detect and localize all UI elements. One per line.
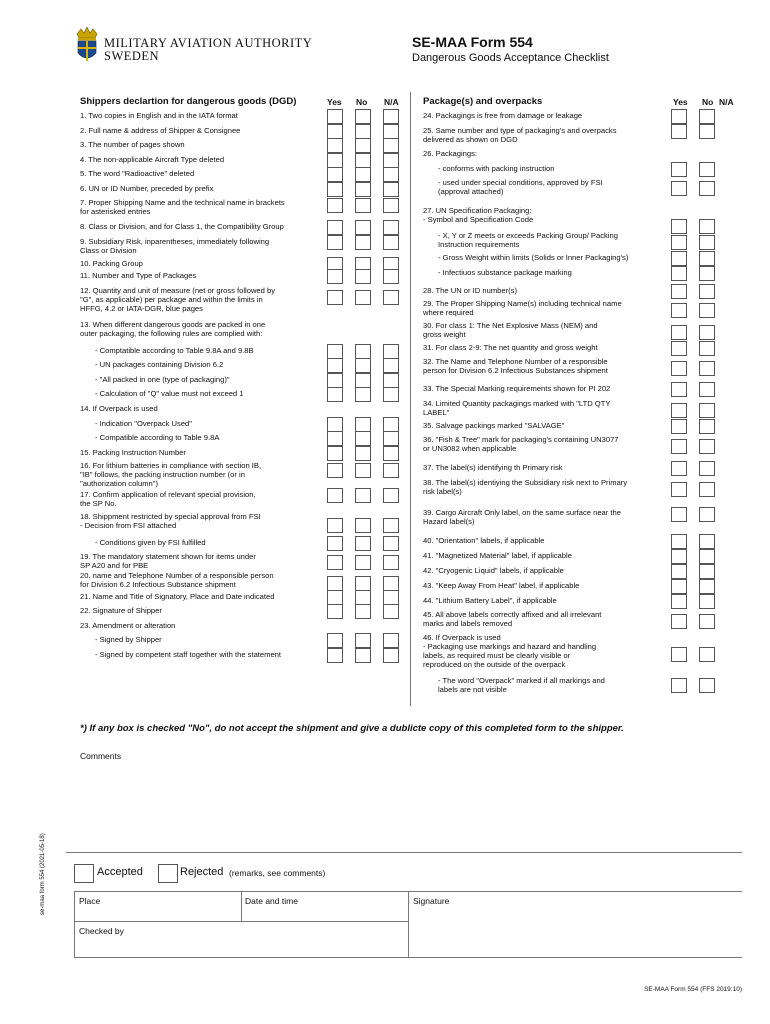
right-item-20-yes-checkbox[interactable] [671,482,687,497]
right-item-23: 41. "Magnetized Material" label, if applicable [423,551,572,560]
place-field[interactable]: Place [79,896,101,906]
left-item-25: - Conditions given by FSI fulfilled [95,538,206,547]
checked-by-top-line [74,921,408,922]
left-item-15-no-checkbox[interactable] [355,358,371,373]
right-item-7-no-checkbox[interactable] [699,235,715,250]
left-item-8-na-checkbox[interactable] [383,220,399,235]
left-item-29-no-checkbox[interactable] [355,604,371,619]
right-item-29: - The word "Overpack" marked if all markings and labels are not visible [438,676,605,694]
right-item-9-yes-checkbox[interactable] [671,266,687,281]
right-item-7: - X, Y or Z meets or exceeds Packing Group/ Packing Instruction requirements [438,231,618,249]
left-section-heading: Shippers declartion for dangerous goods (DGD) [80,96,297,107]
left-item-15-na-checkbox[interactable] [383,358,399,373]
right-item-23-yes-checkbox[interactable] [671,549,687,564]
left-item-12-no-checkbox[interactable] [355,290,371,305]
left-item-2-yes-checkbox[interactable] [327,124,343,139]
left-item-14-no-checkbox[interactable] [355,344,371,359]
left-item-8-yes-checkbox[interactable] [327,220,343,235]
org-line-2: SWEDEN [104,49,160,63]
right-item-14-no-checkbox[interactable] [699,361,715,376]
right-item-21-yes-checkbox[interactable] [671,507,687,522]
right-item-14: 32. The Name and Telephone Number of a responsible person for Division 6.2 Infectious Substances shipment [423,357,608,375]
left-item-15: - UN packages containing Division 6.2 [95,360,224,369]
left-item-28: 21. Name and Title of Signatory, Place and Date indicated [80,592,275,601]
left-item-2-no-checkbox[interactable] [355,124,371,139]
left-item-14-yes-checkbox[interactable] [327,344,343,359]
right-col-na: N/A [719,97,734,107]
rejected-label: Rejected [180,866,224,878]
left-item-27: 20. name and Telephone Number of a responsible person for Division 6.2 Infectious Substance shipment [80,571,274,589]
left-item-31-no-checkbox[interactable] [355,633,371,648]
left-item-24-na-checkbox[interactable] [383,518,399,533]
left-item-23-na-checkbox[interactable] [383,488,399,503]
left-item-16: - "All packed in one (type of packaging)" [95,375,230,384]
right-item-10-yes-checkbox[interactable] [671,284,687,299]
right-item-26-yes-checkbox[interactable] [671,594,687,609]
left-item-20: - Compatible according to Table 9.8A [95,433,220,442]
right-item-13-no-checkbox[interactable] [699,341,715,356]
left-item-23-yes-checkbox[interactable] [327,488,343,503]
right-item-1-yes-checkbox[interactable] [671,109,687,124]
left-item-24: 18. Shippment restricted by special approval from FSI - Decision from FSI attached [80,512,261,530]
right-item-18: 36. "Fish & Tree" mark for packaging's containing UN3077 or UN3082 when applicable [423,435,619,453]
left-item-4-na-checkbox[interactable] [383,153,399,168]
right-item-2-yes-checkbox[interactable] [671,124,687,139]
right-item-10-no-checkbox[interactable] [699,284,715,299]
left-item-4-yes-checkbox[interactable] [327,153,343,168]
right-item-13: 31. For class 2-9: The net quantity and gross weight [423,343,598,352]
right-item-8-no-checkbox[interactable] [699,251,715,266]
form-title: SE-MAA Form 554 [412,34,533,50]
checked-by-field[interactable]: Checked by [79,926,124,936]
left-item-11: 11. Number and Type of Packages [80,271,197,280]
left-item-26-yes-checkbox[interactable] [327,555,343,570]
left-item-28-yes-checkbox[interactable] [327,590,343,605]
place-date-divider [241,891,242,921]
org-line-1: MILITARY AVIATION AUTHORITY [104,36,313,50]
right-item-3: 26. Packagings: [423,149,478,158]
column-divider [410,92,411,706]
left-item-32: - Signed by competent staff together with the statement [95,650,282,659]
right-item-16: 34. Limited Quantity packagings marked with "LTD QTY LABEL" [423,399,611,417]
right-item-17-no-checkbox[interactable] [699,419,715,434]
left-item-22-no-checkbox[interactable] [355,463,371,478]
right-item-14-yes-checkbox[interactable] [671,361,687,376]
left-item-1-na-checkbox[interactable] [383,109,399,124]
right-item-4-yes-checkbox[interactable] [671,162,687,177]
left-item-15-yes-checkbox[interactable] [327,358,343,373]
left-item-14: - Comptatible according to Table 9.8A and 9.8B [95,346,254,355]
left-item-20-no-checkbox[interactable] [355,431,371,446]
decision-top-line [66,852,742,853]
right-item-25-no-checkbox[interactable] [699,579,715,594]
accepted-checkbox[interactable] [74,864,94,883]
left-item-19-yes-checkbox[interactable] [327,417,343,432]
left-item-20-yes-checkbox[interactable] [327,431,343,446]
right-item-2: 25. Same number and type of packaging's and overpacks delivered as shown on DGD [423,126,617,144]
left-item-20-na-checkbox[interactable] [383,431,399,446]
left-item-26: 19. The mandatory statement shown for items under SP A20 and for PBE [80,552,256,570]
left-item-22: 16. For lithium batteries in compliance with section IB, "IB" follows, the packing instruction number (or in "authorization column") [80,461,262,488]
left-item-31-yes-checkbox[interactable] [327,633,343,648]
left-item-12-yes-checkbox[interactable] [327,290,343,305]
left-item-3-no-checkbox[interactable] [355,138,371,153]
right-item-28-no-checkbox[interactable] [699,647,715,662]
left-item-28-no-checkbox[interactable] [355,590,371,605]
left-item-5-na-checkbox[interactable] [383,167,399,182]
left-item-6-no-checkbox[interactable] [355,182,371,197]
right-item-29-no-checkbox[interactable] [699,678,715,693]
left-item-27-no-checkbox[interactable] [355,576,371,591]
fields-bottom-line [74,957,742,958]
right-item-16-yes-checkbox[interactable] [671,403,687,418]
right-item-9: - Infectiuos substance package marking [438,268,572,277]
left-item-3-na-checkbox[interactable] [383,138,399,153]
right-item-23-no-checkbox[interactable] [699,549,715,564]
left-item-27-na-checkbox[interactable] [383,576,399,591]
left-item-8: 8. Class or Division, and for Class 1, the Compatibility Group [80,222,284,231]
right-item-24-yes-checkbox[interactable] [671,564,687,579]
left-item-1-no-checkbox[interactable] [355,109,371,124]
left-item-18: 14. If Overpack is used [80,404,158,413]
left-item-8-no-checkbox[interactable] [355,220,371,235]
left-item-26-no-checkbox[interactable] [355,555,371,570]
left-item-14-na-checkbox[interactable] [383,344,399,359]
right-item-22-yes-checkbox[interactable] [671,534,687,549]
right-item-18-no-checkbox[interactable] [699,439,715,454]
left-item-16-no-checkbox[interactable] [355,373,371,388]
left-item-25-na-checkbox[interactable] [383,536,399,551]
right-item-7-yes-checkbox[interactable] [671,235,687,250]
right-item-25: 43. "Keep Away From Heat" label, if applicable [423,581,580,590]
left-col-na: N/A [384,97,399,107]
signature-field[interactable]: Signature [413,896,450,906]
left-item-31: - Signed by Shipper [95,635,162,644]
left-item-17-no-checkbox[interactable] [355,387,371,402]
left-item-29-na-checkbox[interactable] [383,604,399,619]
left-item-21-na-checkbox[interactable] [383,446,399,461]
left-item-4: 4. The non-applicable Aircraft Type deleted [80,155,225,164]
right-col-yes: Yes [673,97,688,107]
right-item-11-no-checkbox[interactable] [699,303,715,318]
right-col-no: No [702,97,714,107]
left-item-25-no-checkbox[interactable] [355,536,371,551]
right-item-22: 40. "Orientation" labels, if applicable [423,536,545,545]
left-item-17-na-checkbox[interactable] [383,387,399,402]
right-item-1: 24. Packagings is free from damage or leakage [423,111,583,120]
left-item-5-yes-checkbox[interactable] [327,167,343,182]
right-item-4: - conforms with packing instruction [438,164,555,173]
left-item-19: - Indication "Overpack Used" [95,419,192,428]
fields-left-line [74,891,75,957]
left-item-6: 6. UN or ID Number, preceded by prefix [80,184,214,193]
form-subtitle: Dangerous Goods Acceptance Checklist [412,52,609,64]
right-item-22-no-checkbox[interactable] [699,534,715,549]
left-item-7-na-checkbox[interactable] [383,198,399,213]
left-item-5: 5. The word "Radioactive" deleted [80,169,195,178]
right-item-26-no-checkbox[interactable] [699,594,715,609]
right-item-24: 42. "Cryogenic Liquid" labels, if applicable [423,566,564,575]
left-item-32-no-checkbox[interactable] [355,648,371,663]
rejection-note: *) If any box is checked "No", do not accept the shipment and give a dublicte copy of this completed form to the shipper. [80,723,624,734]
right-item-17-yes-checkbox[interactable] [671,419,687,434]
left-item-2: 2. Full name & address of Shipper & Consignee [80,126,241,135]
left-item-27-yes-checkbox[interactable] [327,576,343,591]
left-item-19-no-checkbox[interactable] [355,417,371,432]
left-item-12-na-checkbox[interactable] [383,290,399,305]
left-item-22-yes-checkbox[interactable] [327,463,343,478]
left-item-24-no-checkbox[interactable] [355,518,371,533]
crown-emblem-icon [74,26,100,64]
left-item-12: 12. Quantity and unit of measure (net or gross followed by "G", as applicable) per package and within the limits in HFFG, 4.2 or IATA-DGR, blue pages [80,286,276,313]
right-item-6-no-checkbox[interactable] [699,219,715,234]
right-item-8: - Gross Weight within limits (Solids or Inner Packaging's) [438,253,629,262]
right-item-6-yes-checkbox[interactable] [671,219,687,234]
left-item-7-no-checkbox[interactable] [355,198,371,213]
right-item-11-yes-checkbox[interactable] [671,303,687,318]
left-item-11-no-checkbox[interactable] [355,269,371,284]
right-item-11: 29. The Proper Shipping Name(s) including technical name where required [423,299,622,317]
right-item-20-no-checkbox[interactable] [699,482,715,497]
left-col-yes: Yes [327,97,342,107]
left-item-5-no-checkbox[interactable] [355,167,371,182]
left-item-9: 9. Subsidiary Risk, inparentheses, immediately following Class or Division [80,237,270,255]
left-item-7-yes-checkbox[interactable] [327,198,343,213]
right-item-15: 33. The Special Marking requirements shown for PI 202 [423,384,611,393]
left-item-24-yes-checkbox[interactable] [327,518,343,533]
left-item-6-yes-checkbox[interactable] [327,182,343,197]
left-item-3-yes-checkbox[interactable] [327,138,343,153]
right-item-4-no-checkbox[interactable] [699,162,715,177]
left-item-9-no-checkbox[interactable] [355,235,371,250]
left-item-28-na-checkbox[interactable] [383,590,399,605]
left-item-25-yes-checkbox[interactable] [327,536,343,551]
rejected-checkbox[interactable] [158,864,178,883]
right-item-1-no-checkbox[interactable] [699,109,715,124]
left-item-29: 22. Signature of Shipper [80,606,162,615]
side-form-code: se-maa form 554 (2021-05-18) [40,833,46,915]
left-item-31-na-checkbox[interactable] [383,633,399,648]
right-item-17: 35. Salvage packings marked "SALVAGE" [423,421,565,430]
right-item-21: 39. Cargo Aircraft Only label, on the same surface near the Hazard label(s) [423,508,621,526]
right-item-18-yes-checkbox[interactable] [671,439,687,454]
organization-name [104,37,312,63]
left-item-2-na-checkbox[interactable] [383,124,399,139]
comments-label: Comments [80,751,122,761]
left-item-9-yes-checkbox[interactable] [327,235,343,250]
left-item-26-na-checkbox[interactable] [383,555,399,570]
right-item-6: 27. UN Specification Packaging: - Symbol and Specification Code [423,206,534,224]
right-item-21-no-checkbox[interactable] [699,507,715,522]
left-item-23: 17. Confirm application of relevant special provision, the SP No. [80,490,256,508]
right-item-16-no-checkbox[interactable] [699,403,715,418]
left-item-1-yes-checkbox[interactable] [327,109,343,124]
left-item-13: 13. When different dangerous goods are packed in one outer packaging, the following rules are complied with: [80,320,266,338]
left-item-17: - Calculation of "Q" value must not exceed 1 [95,389,244,398]
left-item-4-no-checkbox[interactable] [355,153,371,168]
left-item-19-na-checkbox[interactable] [383,417,399,432]
date-time-field[interactable]: Date and time [245,896,298,906]
left-item-32-na-checkbox[interactable] [383,648,399,663]
left-item-10: 10. Packing Group [80,259,143,268]
left-item-21-yes-checkbox[interactable] [327,446,343,461]
left-item-3: 3. The number of pages shown [80,140,185,149]
right-item-29-yes-checkbox[interactable] [671,678,687,693]
left-col-no: No [356,97,368,107]
right-item-28-yes-checkbox[interactable] [671,647,687,662]
right-item-27: 45. All above labels correctly affixed and all irrelevant marks and labels removed [423,610,602,628]
right-item-19: 37. The label(s) identifying th Primary risk [423,463,563,472]
left-item-17-yes-checkbox[interactable] [327,387,343,402]
left-item-11-na-checkbox[interactable] [383,269,399,284]
right-item-2-no-checkbox[interactable] [699,124,715,139]
left-item-16-yes-checkbox[interactable] [327,373,343,388]
left-item-21: 15. Packing Instruction Number [80,448,186,457]
left-item-29-yes-checkbox[interactable] [327,604,343,619]
right-item-25-yes-checkbox[interactable] [671,579,687,594]
rejected-remarks: (remarks, see comments) [229,868,326,878]
left-item-11-yes-checkbox[interactable] [327,269,343,284]
left-item-22-na-checkbox[interactable] [383,463,399,478]
right-item-24-no-checkbox[interactable] [699,564,715,579]
right-item-28: 46. If Overpack is used - Packaging use markings and hazard and handling labels, as required must be clearly visible or reproduced on the outside of the overpack [423,633,597,669]
left-item-7: 7. Proper Shipping Name and the technical name in brackets for asterisked entries [80,198,285,216]
right-item-8-yes-checkbox[interactable] [671,251,687,266]
left-item-30: 23. Amendment or alteration [80,621,176,630]
right-item-5-no-checkbox[interactable] [699,181,715,196]
left-item-1: 1. Two copies in English and in the IATA format [80,111,238,120]
right-item-12-yes-checkbox[interactable] [671,325,687,340]
right-section-heading: Package(s) and overpacks [423,96,543,107]
right-item-19-no-checkbox[interactable] [699,461,715,476]
right-item-15-no-checkbox[interactable] [699,382,715,397]
right-item-15-yes-checkbox[interactable] [671,382,687,397]
right-item-26: 44. "Lithium Battery Label", if applicable [423,596,557,605]
left-item-23-no-checkbox[interactable] [355,488,371,503]
accepted-label: Accepted [97,866,143,878]
left-item-16-na-checkbox[interactable] [383,373,399,388]
left-item-9-na-checkbox[interactable] [383,235,399,250]
right-item-27-no-checkbox[interactable] [699,614,715,629]
right-item-9-no-checkbox[interactable] [699,266,715,281]
right-item-12: 30. For class 1: The Net Explosive Mass (NEM) and gross weight [423,321,598,339]
right-item-27-yes-checkbox[interactable] [671,614,687,629]
left-item-21-no-checkbox[interactable] [355,446,371,461]
right-item-10: 28. The UN or ID number(s) [423,286,517,295]
right-item-20: 38. The label(s) identiying the Subsidiary risk next to Primary risk label(s) [423,478,628,496]
date-signature-divider [408,891,409,957]
left-item-6-na-checkbox[interactable] [383,182,399,197]
right-item-12-no-checkbox[interactable] [699,325,715,340]
footer-form-reference: SE-MAA Form 554 (FFS 2019:10) [644,986,742,993]
right-item-19-yes-checkbox[interactable] [671,461,687,476]
right-item-5: - used under special conditions, approved by FSI (approval attached) [438,178,603,196]
right-item-5-yes-checkbox[interactable] [671,181,687,196]
left-item-32-yes-checkbox[interactable] [327,648,343,663]
right-item-13-yes-checkbox[interactable] [671,341,687,356]
